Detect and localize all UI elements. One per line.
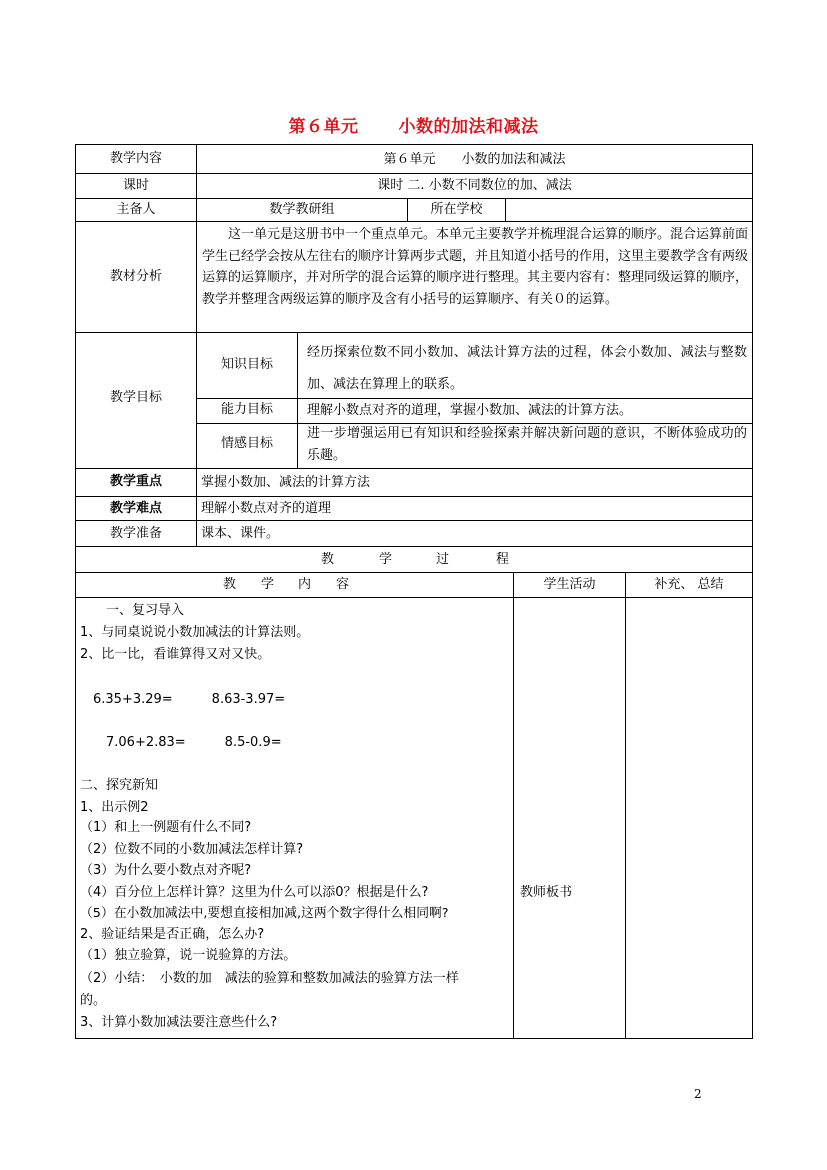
goal-knowledge-text: 经历探索位数不同小数加、减法计算方法的过程，体会小数加、减法与整数加、减法在算理上的联系。 — [307, 345, 747, 392]
student-column-divider — [513, 572, 514, 1038]
row-divider — [75, 597, 753, 598]
body-line: 2、验证结果是否正确，怎么办? — [80, 927, 265, 942]
body-line: （1）和上一例题有什么不同? — [80, 820, 252, 835]
body-line: 6.35+3.29= 8.63-3.97= — [80, 692, 286, 707]
body-line: 1、与同桌说说小数加减法的计算法则。 — [80, 625, 310, 640]
process-heading-char: 程 — [496, 552, 510, 567]
goal-ability-label: 能力目标 — [220, 402, 273, 417]
row-divider — [75, 221, 753, 222]
school-label: 所在学校 — [430, 202, 483, 217]
goal-emotion-text: 进一步增强运用已有知识和经验探索并解决新问题的意识，不断体验成功的乐趣。 — [307, 426, 747, 463]
difficulty-label: 教学难点 — [109, 501, 162, 516]
lesson-value: 课时 二. 小数不同数位的加、减法 — [377, 178, 572, 193]
school-divider — [505, 198, 506, 221]
body-line: （3）为什么要小数点对齐呢? — [80, 863, 252, 878]
col-content-char: 容 — [336, 577, 350, 592]
table-border-right — [752, 144, 753, 1038]
row-divider — [75, 198, 753, 199]
row-divider — [75, 572, 753, 573]
body-line: 1、出示例2 — [80, 800, 149, 815]
preparation-value: 课本、课件。 — [201, 526, 280, 541]
row-divider — [75, 520, 753, 521]
title-unit: 第６单元 — [288, 117, 359, 137]
body-line: 二、探究新知 — [80, 778, 159, 793]
body-line: 7.06+2.83= 8.5-0.9= — [80, 735, 282, 750]
body-line: 3、计算小数加减法要注意些什么? — [80, 1015, 278, 1030]
body-line: （4）百分位上怎样计算？这里为什么可以添0？根据是什么? — [80, 885, 429, 900]
preparer-label: 主备人 — [116, 202, 156, 217]
body-line: 一、复习导入 — [80, 603, 185, 618]
student-activity: 教师板书 — [520, 885, 573, 900]
supplement-column-divider — [625, 572, 626, 1038]
page-number: 2 — [694, 1087, 702, 1101]
process-heading-char: 过 — [436, 552, 450, 567]
goal-label-divider — [297, 332, 298, 468]
body-line: （5）在小数加减法中,要想直接相加减,这两个数字得什么相同啊? — [80, 906, 449, 921]
body-line: 2、比一比，看谁算得又对又快。 — [80, 647, 271, 662]
row-divider — [75, 332, 753, 333]
goal-knowledge-label: 知识目标 — [220, 357, 273, 372]
body-line: 的。 — [80, 993, 107, 1008]
preparer-value: 数学教研组 — [269, 202, 335, 217]
body-line: （2）位数不同的小数加减法怎样计算? — [80, 842, 304, 857]
goal-ability-text: 理解小数点对齐的道理，掌握小数加、减法的计算方法。 — [307, 403, 633, 418]
process-heading-char: 学 — [379, 552, 393, 567]
table-border-top — [75, 144, 753, 145]
row-divider — [75, 546, 753, 547]
lesson-label: 课时 — [122, 178, 149, 193]
col-supplement-header: 补充、 总结 — [654, 577, 724, 592]
row-divider — [75, 173, 753, 174]
body-line: （1）独立验算，说一说验算的方法。 — [80, 948, 297, 963]
row-divider — [75, 468, 753, 469]
preparation-label: 教学准备 — [109, 526, 162, 541]
col-content-char: 教 — [223, 577, 237, 592]
col-content-char: 学 — [261, 577, 275, 592]
page-title — [0, 112, 827, 137]
analysis-label: 教材分析 — [109, 269, 162, 284]
col-content-char: 内 — [298, 577, 312, 592]
goals-label: 教学目标 — [109, 390, 162, 405]
goal-emotion-label: 情感目标 — [220, 436, 273, 451]
key-label: 教学重点 — [109, 474, 162, 489]
col-student-header: 学生活动 — [543, 577, 596, 592]
content-value: 第６单元 小数的加法和减法 — [383, 152, 566, 167]
row-divider — [75, 496, 753, 497]
process-heading-char: 教 — [321, 552, 335, 567]
analysis-text: 这一单元是这册书中一个重点单元。本单元主要教学并梳理混合运算的顺序。混合运算前面学生已经学会按从左往右的顺序计算两步式题，并且知道小括号的作用，这里主要教学含有两级运算的运算顺序，并对所学的混合运算的顺序进行整理。其主要内容有：整理同级运算的顺序，教学并整理含两级运算的顺序及含有小括号的运算顺序、有关０的运算。 — [202, 227, 749, 307]
difficulty-value: 理解小数点对齐的道理 — [201, 501, 332, 516]
table-border-bottom — [75, 1038, 753, 1039]
title-name: 小数的加法和减法 — [398, 117, 539, 137]
content-label: 教学内容 — [109, 151, 162, 166]
key-value: 掌握小数加、减法的计算方法 — [201, 475, 371, 490]
body-line: （2）小结： 小数的加 减法的验算和整数加减法的验算方法一样 — [80, 971, 459, 986]
